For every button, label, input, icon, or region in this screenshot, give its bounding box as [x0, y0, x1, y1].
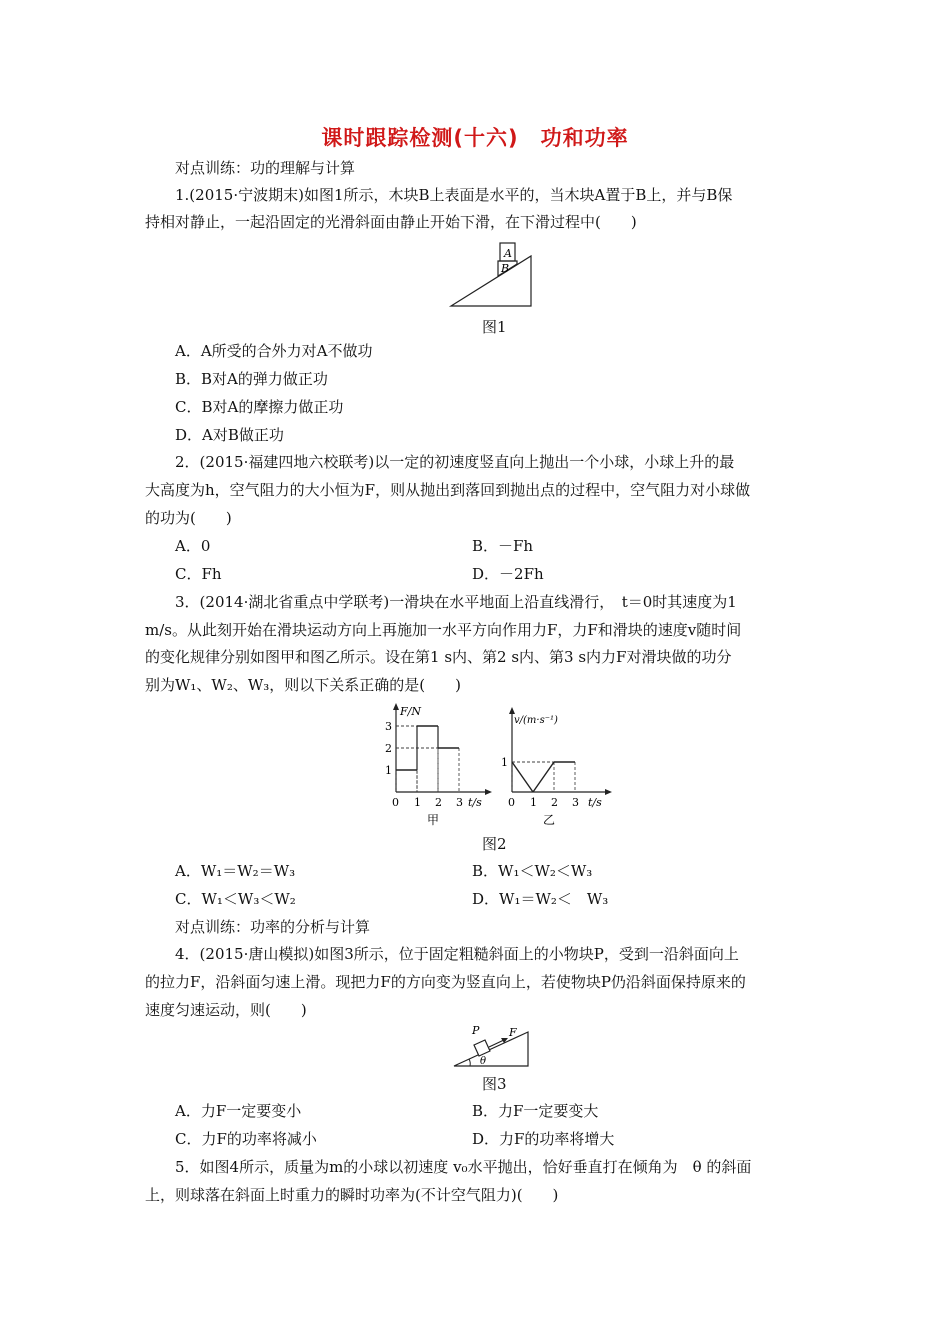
q4-option-c: C．力F的功率将减小 [175, 1130, 317, 1148]
q4-option-a: A．力F一定要变小 [175, 1102, 302, 1120]
q5-line-2: 上，则球落在斜面上时重力的瞬时功率为(不计空气阻力)( ) [145, 1186, 559, 1204]
yi-y-label: v/(m·s⁻¹) [514, 715, 558, 726]
jia-y-arrow-icon [393, 703, 399, 710]
angle-arc [469, 1059, 470, 1066]
graph-jia-force [372, 700, 492, 830]
jia-y-tick-label: 2 [385, 742, 392, 755]
q1-option-d: D．A对B做正功 [175, 426, 284, 444]
q4-line-3: 速度匀速运动，则( ) [145, 1001, 307, 1019]
label-b: B [501, 262, 510, 275]
figure-2-caption: 图2 [482, 835, 507, 853]
jia-title: 甲 [427, 813, 440, 827]
q3-line-2: m/s。从此刻开始在滑块运动方向上再施加一水平方向作用力F，力F和滑块的速度v随时间 [145, 621, 742, 639]
q3-line-1: 3．(2014·湖北省重点中学联考)一滑块在水平地面上沿直线滑行， t＝0时其速度为1 [175, 593, 737, 611]
section-heading-power: 对点训练：功率的分析与计算 [175, 918, 371, 936]
yi-y-arrow-icon [509, 707, 515, 714]
jia-y-tick-label: 1 [385, 764, 392, 777]
label-theta: θ [480, 1056, 487, 1067]
q2-option-d: D．－2Fh [472, 565, 544, 583]
q2-line-3: 的功为( ) [145, 509, 232, 527]
yi-x-tick-label: 3 [572, 796, 579, 809]
q4-line-2: 的拉力F，沿斜面匀速上滑。现把力F的方向变为竖直向上，若使物块P仍沿斜面保持原来的 [145, 973, 746, 991]
jia-x-tick-label: 0 [392, 796, 399, 809]
jia-x-tick-label: 1 [414, 796, 421, 809]
q4-option-d: D．力F的功率将增大 [472, 1130, 615, 1148]
q3-option-b: B．W₁＜W₂＜W₃ [472, 862, 593, 880]
q3-line-4: 别为W₁、W₂、W₃，则以下关系正确的是( ) [145, 676, 461, 694]
section-heading-work: 对点训练：功的理解与计算 [175, 159, 356, 177]
jia-x-tick-label: 2 [435, 796, 442, 809]
yi-series-segment [533, 762, 554, 792]
jia-x-label: t/s [468, 796, 482, 809]
q3-option-c: C．W₁＜W₃＜W₂ [175, 890, 296, 908]
q1-line-1: 1.(2015·宁波期末)如图1所示，木块B上表面是水平的，当木块A置于B上，并与B保 [175, 186, 733, 204]
yi-x-tick-label: 1 [530, 796, 537, 809]
q1-line-2: 持相对静止，一起沿固定的光滑斜面由静止开始下滑，在下滑过程中( ) [145, 213, 637, 231]
yi-x-tick-label: 0 [508, 796, 515, 809]
figure-1-incline-blocks [445, 238, 535, 310]
yi-title: 乙 [543, 813, 556, 827]
yi-x-tick-label: 2 [551, 796, 558, 809]
figure-3-caption: 图3 [482, 1075, 507, 1093]
q1-option-a: A．A所受的合外力对A不做功 [175, 342, 373, 360]
q1-option-c: C．B对A的摩擦力做正功 [175, 398, 344, 416]
block-p [474, 1040, 490, 1056]
label-p: P [472, 1024, 480, 1037]
q2-line-2: 大高度为h，空气阻力的大小恒为F，则从抛出到落回到抛出点的过程中，空气阻力对小球做 [145, 481, 751, 499]
q3-line-3: 的变化规律分别如图甲和图乙所示。设在第1 s内、第2 s内、第3 s内力F对滑块做的功分 [145, 648, 732, 666]
q3-option-d: D．W₁＝W₂＜ W₃ [472, 890, 609, 908]
q2-line-1: 2．(2015·福建四地六校联考)以一定的初速度竖直向上抛出一个小球，小球上升的最 [175, 453, 735, 471]
yi-x-arrow-icon [605, 789, 612, 795]
q2-option-c: C．Fh [175, 565, 222, 583]
q5-line-1: 5．如图4所示，质量为m的小球以初速度 v₀水平抛出，恰好垂直打在倾角为 θ 的斜面 [175, 1158, 752, 1176]
incline [454, 1032, 528, 1066]
label-f: F [509, 1026, 517, 1039]
incline [451, 256, 531, 306]
graph-yi-velocity [488, 700, 613, 830]
yi-series-segment [512, 762, 533, 792]
yi-x-label: t/s [588, 796, 602, 809]
q4-line-1: 4．(2015·唐山模拟)如图3所示，位于固定粗糙斜面上的小物块P，受到一沿斜面向上 [175, 945, 739, 963]
jia-y-tick-label: 3 [385, 720, 392, 733]
q2-option-b: B．－Fh [472, 537, 534, 555]
jia-x-tick-label: 3 [456, 796, 463, 809]
page-title: 课时跟踪检测(十六) 功和功率 [321, 126, 629, 150]
q3-option-a: A．W₁＝W₂＝W₃ [175, 862, 296, 880]
q4-option-b: B．力F一定要变大 [472, 1102, 599, 1120]
yi-y-tick-label: 1 [501, 756, 508, 769]
figure-3-incline-block [450, 1022, 535, 1072]
figure-1-caption: 图1 [482, 318, 507, 336]
jia-y-label: F/N [400, 705, 421, 718]
q1-option-b: B．B对A的弹力做正功 [175, 370, 328, 388]
label-a: A [504, 247, 512, 260]
q2-option-a: A．0 [175, 537, 211, 555]
